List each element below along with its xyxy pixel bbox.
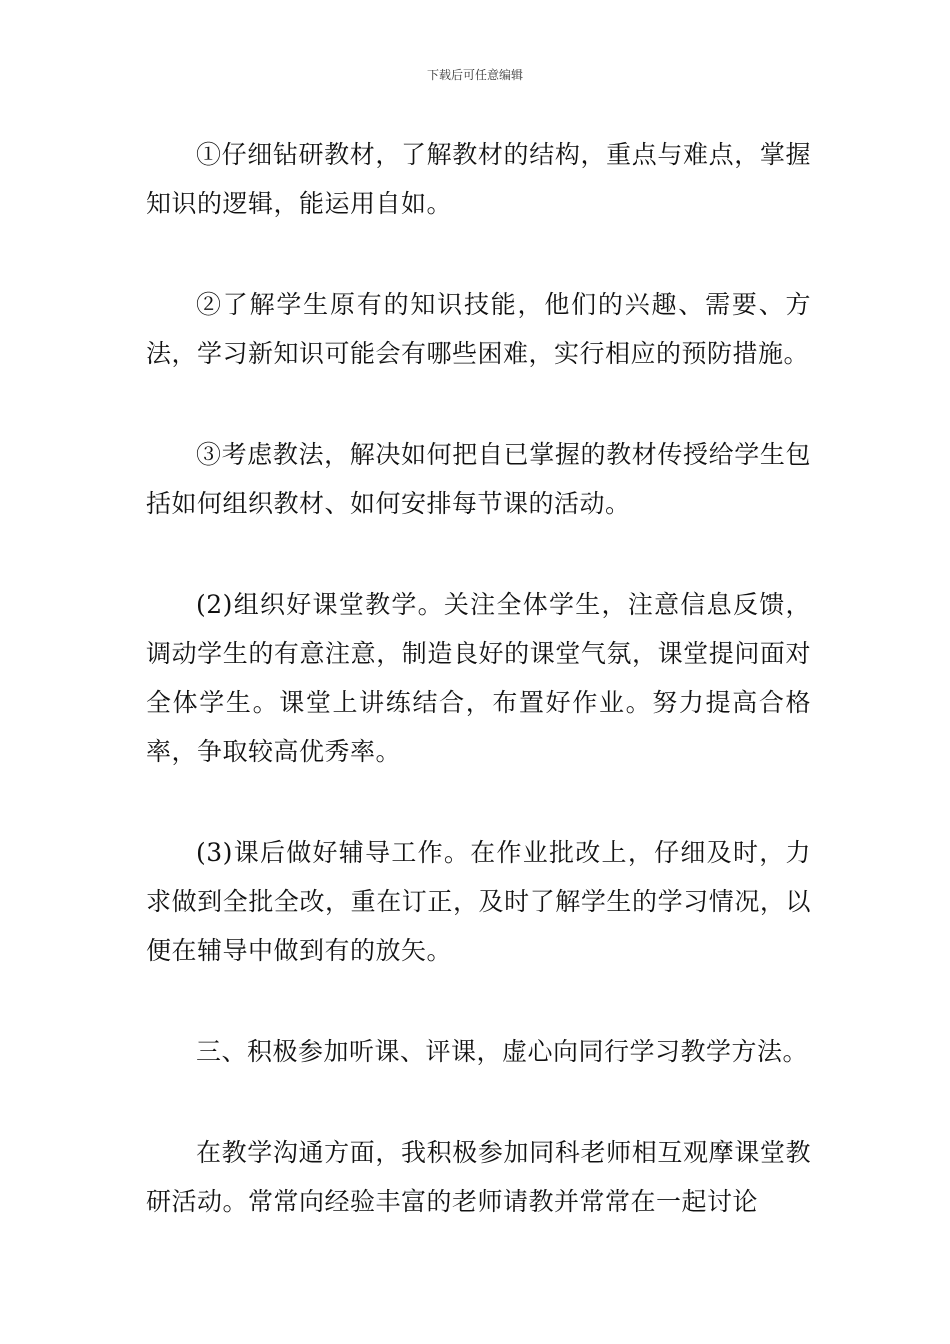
header-note: 下载后可任意编辑	[426, 68, 523, 82]
paragraph-step-2: ②了解学生原有的知识技能，他们的兴趣、需要、方法，学习新知识可能会有哪些困难，实行相应的预防措施。	[146, 290, 811, 368]
paragraph-classroom-teaching: (2)组织好课堂教学。关注全体学生，注意信息反馈，调动学生的有意注意，制造良好的课堂气氛，课堂提问面对全体学生。课堂上讲练结合，布置好作业。努力提高合格率，争取较高优秀率。	[146, 590, 811, 766]
paragraph-teaching-communication: 在教学沟通方面，我积极参加同科老师相互观摩课堂教研活动。常常向经验丰富的老师请教并常常在一起讨论	[146, 1138, 811, 1216]
paragraph-step-3: ③考虑教法，解决如何把自已掌握的教材传授给学生包括如何组织教材、如何安排每节课的活动。	[146, 440, 811, 518]
paragraph-after-class-tutoring: (3)课后做好辅导工作。在作业批改上，仔细及时，力求做到全批全改，重在订正，及时了解学生的学习情况，以便在辅导中做到有的放矢。	[146, 838, 811, 965]
section-heading-three: 三、积极参加听课、评课，虚心向同行学习教学方法。	[196, 1037, 809, 1066]
document-body	[146, 130, 811, 1226]
paragraph-step-1: ①仔细钻研教材，了解教材的结构，重点与难点，掌握知识的逻辑，能运用自如。	[146, 140, 811, 218]
